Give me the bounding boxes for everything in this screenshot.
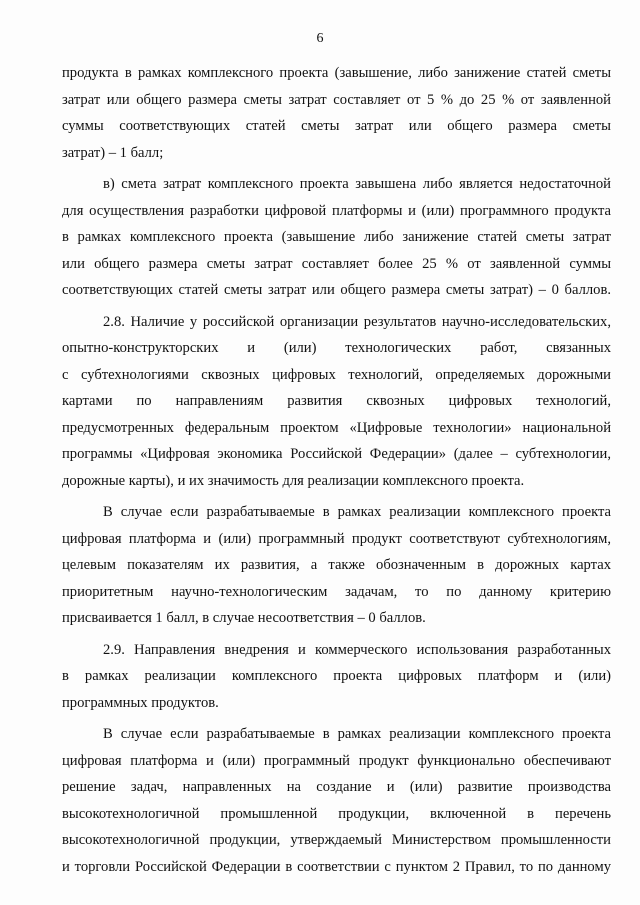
text-line: опытно-конструкторских и (или) технологических работ, связанных <box>62 340 611 356</box>
text-line: картами по направлениям развития сквозных цифровых технологий, <box>62 393 611 409</box>
text-line: и торговли Российской Федерации в соответствии с пунктом 2 Правил, то по данному <box>62 858 611 875</box>
text-line: высокотехнологичной промышленной продукции, включенной в перечень <box>62 805 611 822</box>
text-line: цифровая платформа и (или) программный продукт функционально обеспечивают <box>62 752 611 769</box>
page-number: 6 <box>316 31 324 46</box>
text-line: целевым показателям их развития, а также обозначенным в дорожных картах <box>62 557 611 573</box>
text-line: или общего размера сметы затрат составляет более 25 % от заявленной суммы <box>62 255 611 272</box>
text-line: для осуществления разработки цифровой платформы и (или) программного продукта <box>62 202 611 219</box>
text-line: суммы соответствующих статей сметы затрат или общего размера сметы <box>62 118 611 134</box>
text-line: в) смета затрат комплексного проекта завышена либо является недостаточной <box>103 176 611 192</box>
paragraph-2 <box>62 171 611 304</box>
text-line: высокотехнологичной продукции, утверждаемый Министерством промышленности <box>62 832 611 848</box>
text-line: дорожные карты), и их значимость для реализации комплексного проекта. <box>62 472 525 489</box>
paragraph-4 <box>62 499 611 632</box>
text-line: соответствующих статей сметы затрат или общего размера сметы затрат) – 0 баллов. <box>62 282 611 298</box>
text-line: В случае если разрабатываемые в рамках реализации комплексного проекта <box>103 726 611 742</box>
text-line: затрат или общего размера сметы затрат составляет от 5 % до 25 % от заявленной <box>62 91 611 108</box>
text-line: в рамках реализации комплексного проекта цифровых платформ и (или) <box>62 668 611 684</box>
text-line: продукта в рамках комплексного проекта (завышение, либо занижение статей сметы <box>62 65 611 81</box>
text-line: 2.8. Наличие у российской организации результатов научно-исследовательских, <box>103 313 611 330</box>
text-line: решение задач, направленных на создание и (или) развитие производства <box>62 779 611 795</box>
text-line: присваивается 1 балл, в случае несоответствия – 0 баллов. <box>62 610 426 626</box>
text-line: затрат) – 1 балл; <box>62 144 164 161</box>
text-line: программных продуктов. <box>62 694 219 711</box>
text-line: в рамках комплексного проекта (завышение либо занижение статей сметы затрат <box>62 229 611 245</box>
text-line: программы «Цифровая экономика Российской Федерации» (далее – субтехнологии, <box>62 446 611 462</box>
paragraph-3 <box>62 309 611 495</box>
text-line: В случае если разрабатываемые в рамках реализации комплексного проекта <box>103 504 611 520</box>
paragraph-1 <box>62 60 611 166</box>
text-line: с субтехнологиями сквозных цифровых технологий, определяемых дорожными <box>62 366 611 383</box>
text-line: приоритетным научно-технологическим задачам, то по данному критерию <box>62 583 611 600</box>
document-body <box>62 60 611 880</box>
text-line: 2.9. Направления внедрения и коммерческого использования разработанных <box>103 641 611 658</box>
text-line: цифровая платформа и (или) программный продукт соответствуют субтехнологиям, <box>62 530 611 547</box>
paragraph-5 <box>62 637 611 717</box>
text-line: предусмотренных федеральным проектом «Цифровые технологии» национальной <box>62 419 611 436</box>
paragraph-6 <box>62 721 611 880</box>
